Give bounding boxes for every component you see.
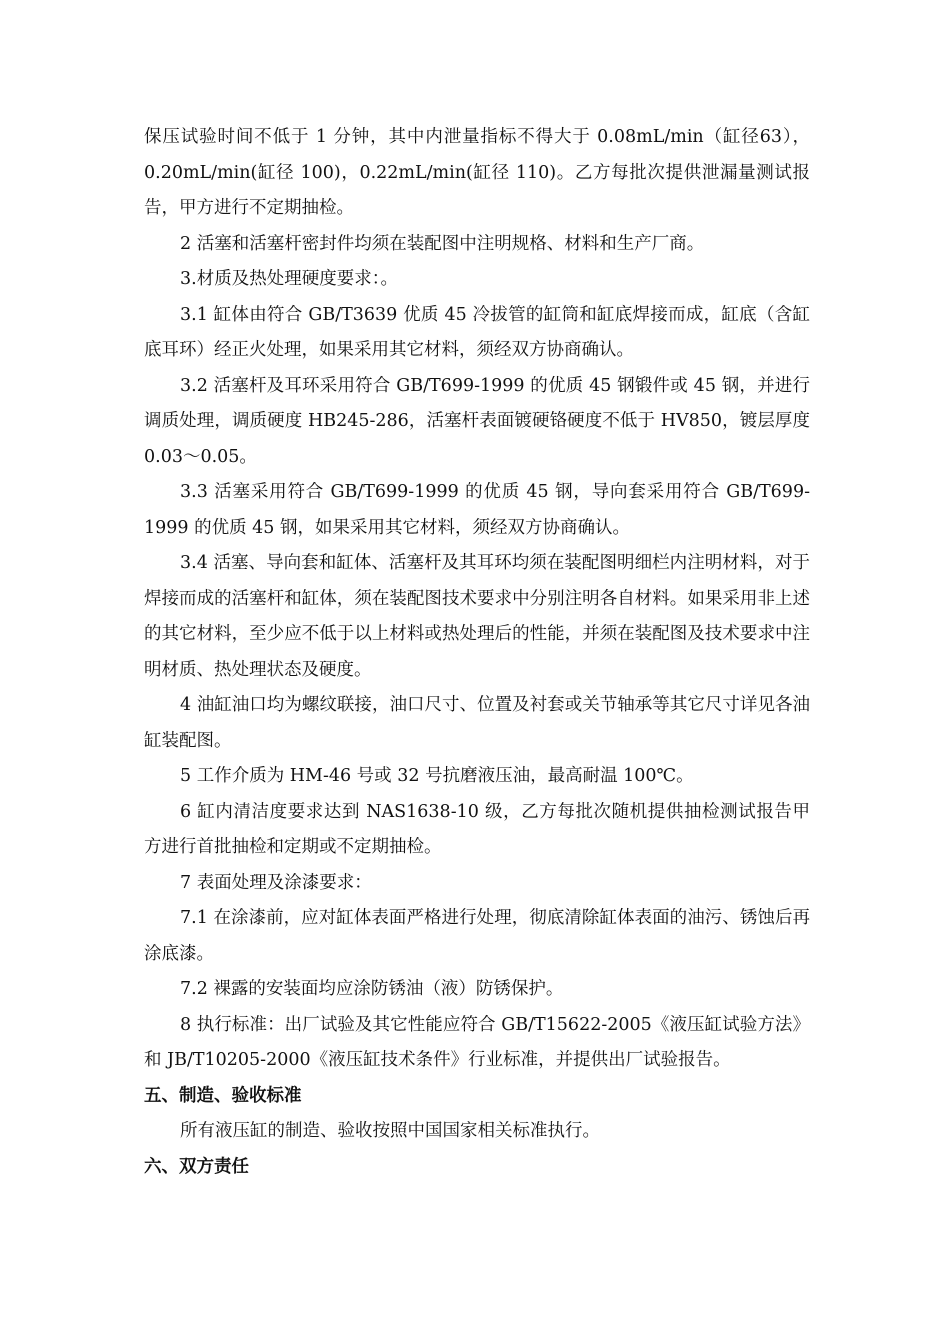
paragraph-item-7-1: 7.1 在涂漆前，应对缸体表面严格进行处理，彻底清除缸体表面的油污、锈蚀后再涂底漆。 (144, 908, 810, 964)
paragraph-item-7-2: 7.2 裸露的安装面均应涂防锈油（液）防锈保护。 (180, 979, 564, 999)
paragraph-item-3-3: 3.3 活塞采用符合 GB/T699-1999 的优质 45 钢，导向套采用符合 GB/T699-1999 的优质 45 钢，如果采用其它材料，须经双方协商确认。 (144, 482, 810, 538)
paragraph-item-8: 8 执行标准：出厂试验及其它性能应符合 GB/T15622-2005《液压缸试验方法》和 JB/T10205-2000《液压缸技术条件》行业标准，并提供出厂试验报告。 (144, 1014, 810, 1070)
paragraph-pressure-test: 保压试验时间不低于 1 分钟，其中内泄量指标不得大于 0.08mL/min（缸径63），0.20mL/min(缸径 100)，0.22mL/min(缸径 110)。乙方每批次提供泄漏量测试报告，甲方进行不定期抽检。 (144, 127, 810, 218)
section-heading-5: 五、制造、验收标准 (144, 1085, 302, 1106)
paragraph-item-3-2: 3.2 活塞杆及耳环采用符合 GB/T699-1999 的优质 45 钢锻件或 45 钢，并进行调质处理，调质硬度 HB245-286，活塞杆表面镀硬铬硬度不低于 HV850，镀层厚度 0.03～0.05。 (144, 375, 810, 467)
document-body (144, 120, 810, 1185)
paragraph-item-6: 6 缸内清洁度要求达到 NAS1638-10 级，乙方每批次随机提供抽检测试报告甲方进行首批抽检和定期或不定期抽检。 (144, 801, 810, 857)
paragraph-item-7: 7 表面处理及涂漆要求： (180, 872, 372, 893)
section-5-text: 所有液压缸的制造、验收按照中国国家相关标准执行。 (180, 1121, 600, 1141)
paragraph-item-4: 4 油缸油口均为螺纹联接，油口尺寸、位置及衬套或关节轴承等其它尺寸详见各油缸装配图。 (144, 695, 810, 751)
paragraph-item-3: 3.材质及热处理硬度要求：。 (180, 269, 398, 289)
paragraph-item-3-1: 3.1 缸体由符合 GB/T3639 优质 45 冷拔管的缸筒和缸底焊接而成，缸底（含缸底耳环）经正火处理，如果采用其它材料，须经双方协商确认。 (144, 304, 810, 360)
paragraph-item-5: 5 工作介质为 HM-46 号或 32 号抗磨液压油，最高耐温 100℃。 (180, 766, 694, 786)
paragraph-item-2: 2 活塞和活塞杆密封件均须在装配图中注明规格、材料和生产厂商。 (180, 233, 705, 254)
section-heading-6: 六、双方责任 (144, 1156, 249, 1177)
paragraph-item-3-4: 3.4 活塞、导向套和缸体、活塞杆及其耳环均须在装配图明细栏内注明材料，对于焊接而成的活塞杆和缸体，须在装配图技术要求中分别注明各自材料。如果采用非上述的其它材料，至少应不低于以上材料或热处理后的性能，并须在装配图及技术要求中注明材质、热处理状态及硬度。 (144, 553, 810, 680)
